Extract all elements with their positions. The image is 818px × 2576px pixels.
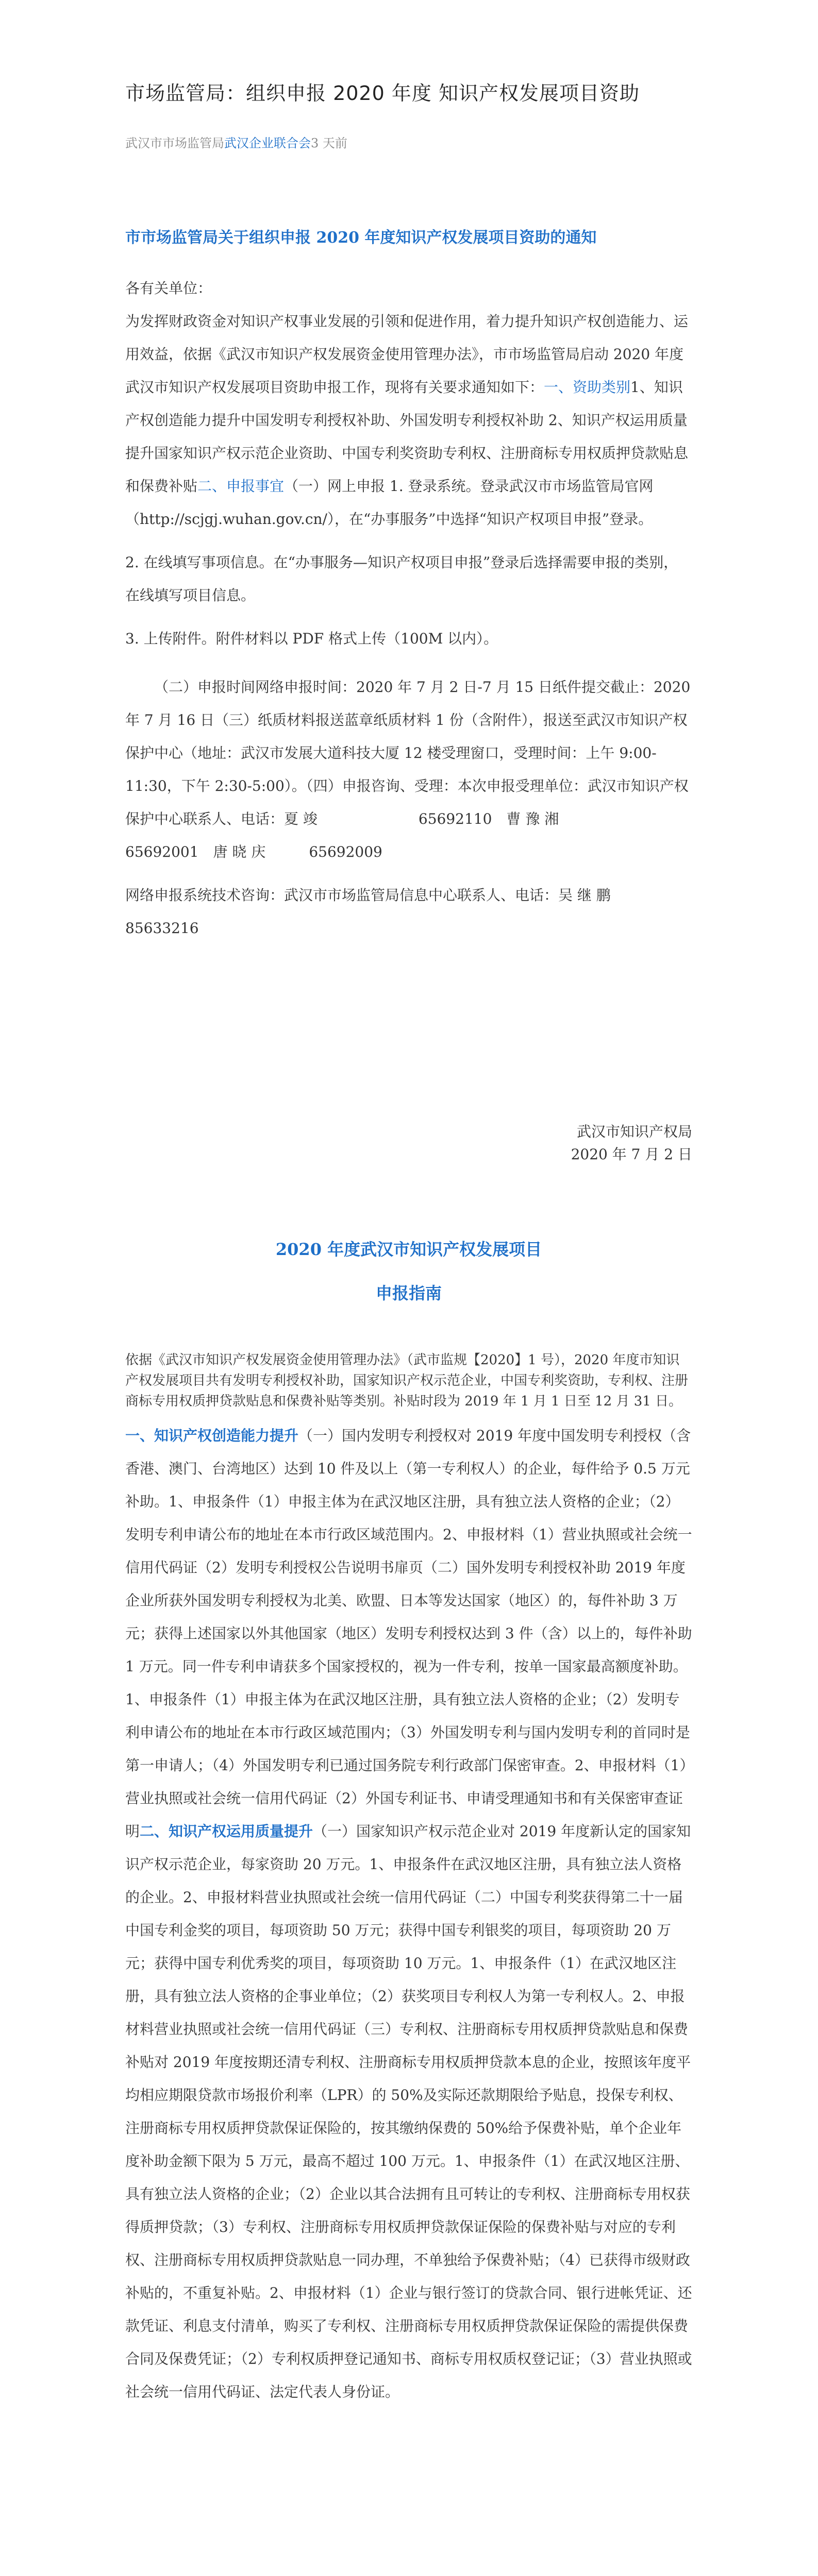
guide-section-1-title[interactable]: 一、知识产权创造能力提升 xyxy=(125,1427,299,1444)
meta-source: 武汉市市场监管局 xyxy=(125,136,224,150)
sign-org: 武汉市知识产权局 xyxy=(576,1123,692,1140)
notice-paragraph-4: （二）申报时间网络申报时间：2020 年 7 月 2 日-7 月 15 日纸件提交截止：2020 年 7 月 16 日（三）纸质材料报送蓝章纸质材料 1 份（含附件），报送至武汉市知识产权保护中心（地址：武汉市发展大道科技大厦 12 楼受理窗口，受理时间：上午 9:00-11:30，下午 2:30-5:00）。（四）申报咨询、受理：本次申报受理单位：武汉市知识产权保护中心联系人、电话：夏 竣 65692110 曹 豫 湘 65692001 唐 晓 庆 65692009 xyxy=(125,679,691,860)
guide-heading-1: 2020 年度武汉市知识产权发展项目 xyxy=(275,1240,542,1259)
section-link-application[interactable]: 二、申报事宜 xyxy=(197,478,285,495)
notice-body xyxy=(125,272,692,945)
guide-section-1-body: （一）国内发明专利授权对 2019 年度中国发明专利授权（含香港、澳门、台湾地区）达到 10 件及以上（第一专利权人）的企业，每件给予 0.5 万元补助。1、申报条件（1）申报主体为在武汉地区注册，具有独立法人资格的企业；（2）发明专利申请公布的地址在本市行政区域范围内。2、申报材料（1）营业执照或社会统一信用代码证（2）发明专利授权公告说明书扉页（二）国外发明专利授权补助 2019 年度企业所获外国发明专利授权为北美、欧盟、日本等发达国家（地区）的，每件补助 3 万元；获得上述国家以外其他国家（地区）发明专利授权达到 3 件（含）以上的，每件补助 1 万元。同一件专利申请获多个国家授权的，视为一件专利，按单一国家最高额度补助。1、申报条件（1）申报主体为在武汉地区注册，具有独立法人资格的企业；（2）发明专利申请公布的地址在本市行政区域范围内；（3）外国发明专利与国内发明专利的首同时是第一申请人；（4）外国发明专利已通过国务院专利行政部门保密审查。2、申报材料（1）营业执照或社会统一信用代码证（2）外国专利证书、申请受理通知书和有关保密审查证明 xyxy=(125,1427,692,1840)
meta-account-link[interactable]: 武汉企业联合会 xyxy=(224,136,311,150)
article-title: 市场监管局：组织申报 2020 年度 知识产权发展项目资助 xyxy=(125,82,640,105)
section-link-funding-types[interactable]: 一、资助类别 xyxy=(544,379,631,396)
notice-p1c: （一）网上申报 1. 登录系统。登录武汉市市场监管局官网（http://scjgj.wuhan.gov.cn/），在“办事服务”中选择“知识产权项目申报”登录。 xyxy=(125,478,654,528)
notice-p1b: 1、知识产权创造能力提升中国发明专利授权补助、外国发明专利授权补助 2、知识产权运用质量提升国家知识产权示范企业资助、中国专利奖资助专利权、注册商标专用权质押贷款贴息和保费补贴 xyxy=(125,379,689,495)
guide-section-2-body: （一）国家知识产权示范企业对 2019 年度新认定的国家知识产权示范企业，每家资助 20 万元。1、申报条件在武汉地区注册，具有独立法人资格的企业。2、申报材料营业执照或社会统一信用代码证（二）中国专利奖获得第二十一届中国专利金奖的项目，每项资助 50 万元；获得中国专利银奖的项目，每项资助 20 万元；获得中国专利优秀奖的项目，每项资助 10 万元。1、申报条件（1）在武汉地区注册，具有独立法人资格的企事业单位；（2）获奖项目专利权人为第一专利权人。2、申报材料营业执照或社会统一信用代码证（三）专利权、注册商标专用权质押贷款贴息和保费补贴对 2019 年度按期还清专利权、注册商标专用权质押贷款本息的企业，按照该年度平均相应期限贷款市场报价利率（LPR）的 50%及实际还款期限给予贴息，投保专利权、注册商标专用权质押贷款保证保险的，按其缴纳保费的 50%给予保费补贴，单个企业年度补助金额下限为 5 万元，最高不超过 100 万元。1、申报条件（1）在武汉地区注册、具有独立法人资格的企业；（2）企业以其合法拥有且可转让的专利权、注册商标专用权获得质押贷款；（3）专利权、注册商标专用权质押贷款保证保险的保费补贴与对应的专利权、注册商标专用权质押贷款贴息一同办理，不单独给予保费补贴；（4）已获得市级财政补贴的，不重复补贴。2、申报材料（1）企业与银行签订的贷款合同、银行进帐凭证、还款凭证、利息支付清单，购买了专利权、注册商标专用权质押贷款保证保险的需提供保费合同及保费凭证；（2）专利权质押登记通知书、商标专用权质权登记证；（3）营业执照或社会统一信用代码证、法定代表人身份证。 xyxy=(125,1823,692,2400)
guide-section-1 xyxy=(125,1419,692,2409)
notice-heading: 市市场监管局关于组织申报 2020 年度知识产权发展项目资助的通知 xyxy=(125,229,597,247)
guide-heading-2: 申报指南 xyxy=(375,1283,442,1303)
guide-section-2-title[interactable]: 二、知识产权运用质量提升 xyxy=(140,1823,313,1840)
article-meta xyxy=(125,133,347,151)
notice-signature xyxy=(125,1121,692,1166)
notice-paragraph-3: 3. 上传附件。附件材料以 PDF 格式上传（100M 以内）。 xyxy=(125,630,498,647)
meta-time: 3 天前 xyxy=(311,136,347,150)
notice-paragraph-5: 网络申报系统技术咨询：武汉市市场监管局信息中心联系人、电话：吴 继 鹏 85633216 xyxy=(125,887,654,937)
guide-intro: 依据《武汉市知识产权发展资金使用管理办法》（武市监规【2020】1 号），2020 年度市知识产权发展项目共有发明专利授权补助，国家知识产权示范企业，中国专利奖资助，专利权、注册商标专用权质押贷款贴息和保费补贴等类别。补贴时段为 2019 年 1 月 1 日至 12 月 31 日。 xyxy=(125,1352,689,1409)
sign-date: 2020 年 7 月 2 日 xyxy=(571,1146,692,1163)
notice-p1a: 为发挥财政资金对知识产权事业发展的引领和促进作用，着力提升知识产权创造能力、运用效益，依据《武汉市知识产权发展资金使用管理办法》，市市场监管局启动 2020 年度武汉市知识产权发展项目资助申报工作，现将有关要求通知如下： xyxy=(125,313,689,396)
notice-salutation: 各有关单位： xyxy=(125,280,212,297)
notice-paragraph-1 xyxy=(125,305,692,536)
notice-paragraph-2: 2. 在线填写事项信息。在“办事服务—知识产权项目申报”登录后选择需要申报的类别，在线填写项目信息。 xyxy=(125,554,678,604)
